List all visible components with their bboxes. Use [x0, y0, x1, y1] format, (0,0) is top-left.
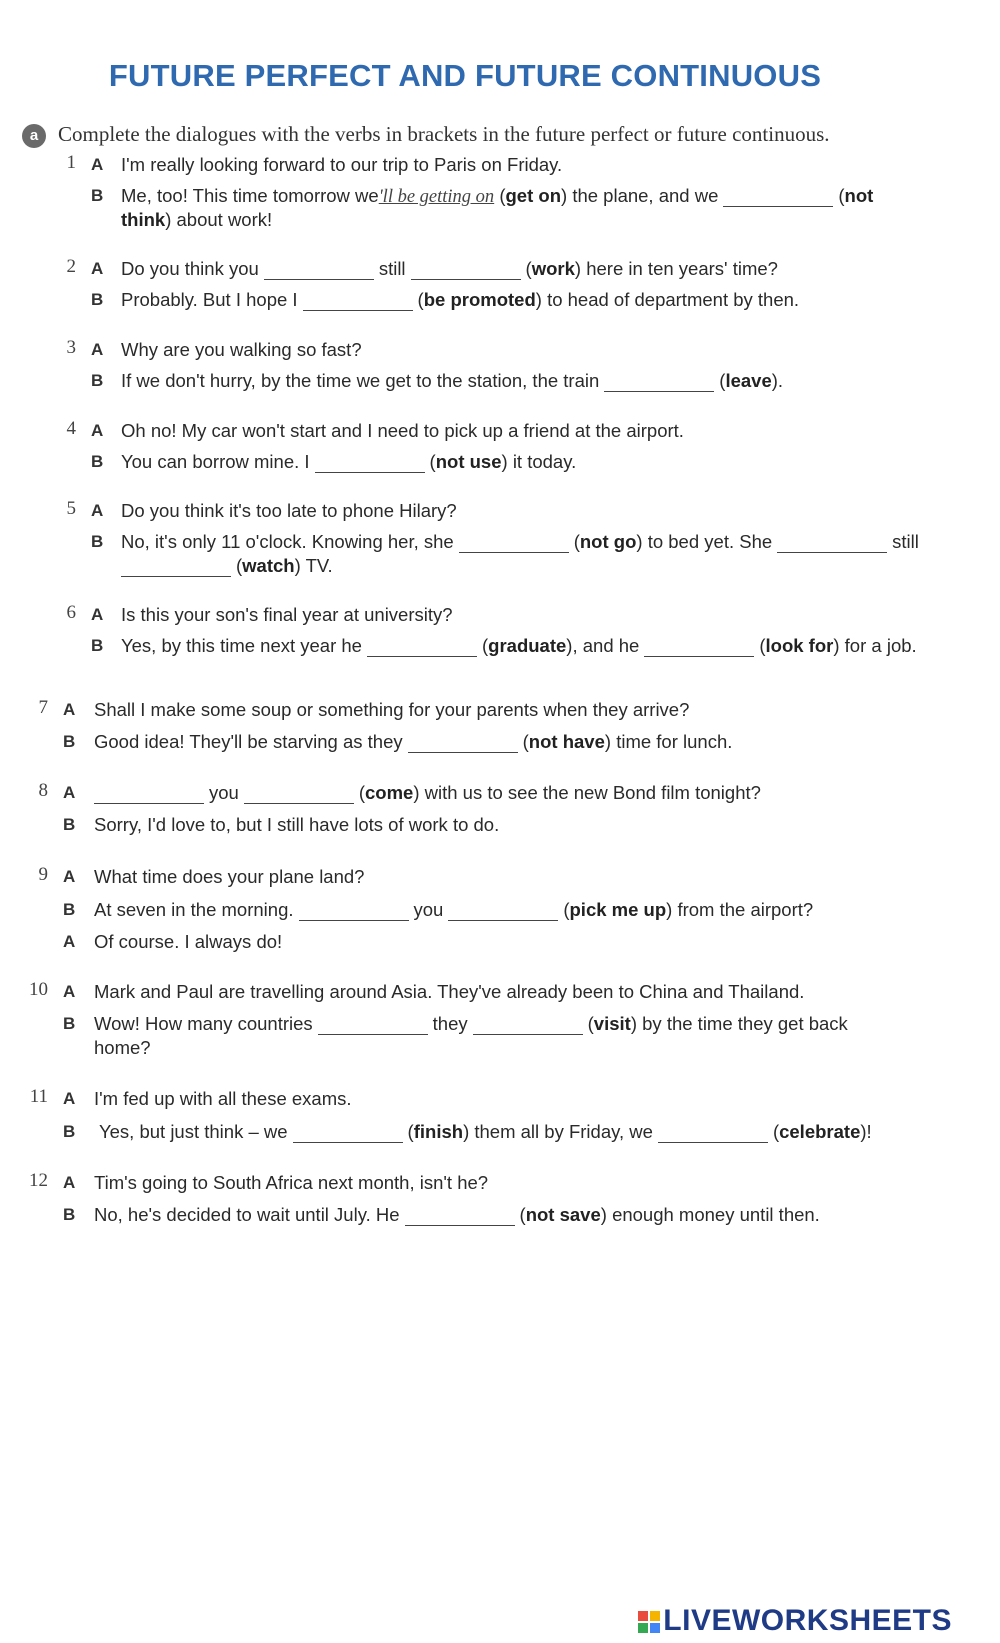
blank-5a[interactable] [459, 536, 569, 553]
blank-7a[interactable] [408, 736, 518, 753]
logo-icon [638, 1607, 660, 1641]
blank-2c[interactable] [303, 294, 413, 311]
blank-12a[interactable] [405, 1209, 515, 1226]
blank-5b[interactable] [777, 536, 887, 553]
blank-3a[interactable] [604, 375, 714, 392]
blank-4a[interactable] [315, 456, 425, 473]
blank-1a[interactable] [723, 190, 833, 207]
blank-8b[interactable] [244, 787, 354, 804]
blank-6a[interactable] [367, 640, 477, 657]
blank-2b[interactable] [411, 263, 521, 280]
page-title: FUTURE PERFECT AND FUTURE CONTINUOUS [108, 58, 822, 93]
blank-2a[interactable] [264, 263, 374, 280]
blank-9a[interactable] [299, 904, 409, 921]
example-answer: 'll be getting on [378, 187, 495, 207]
logo-text: LIVEWORKSHEETS [663, 1604, 952, 1637]
blank-8a[interactable] [94, 787, 204, 804]
instruction-text: Complete the dialogues with the verbs in brackets in the future perfect or future continuous. [58, 122, 830, 146]
blank-11a[interactable] [293, 1126, 403, 1143]
blank-6b[interactable] [644, 640, 754, 657]
blank-10a[interactable] [318, 1018, 428, 1035]
instruction [22, 122, 830, 148]
blank-10b[interactable] [473, 1018, 583, 1035]
exercise-badge: a [22, 124, 46, 148]
liveworksheets-logo[interactable] [638, 1604, 952, 1641]
blank-9b[interactable] [448, 904, 558, 921]
blank-11b[interactable] [658, 1126, 768, 1143]
blank-5c[interactable] [121, 560, 231, 577]
